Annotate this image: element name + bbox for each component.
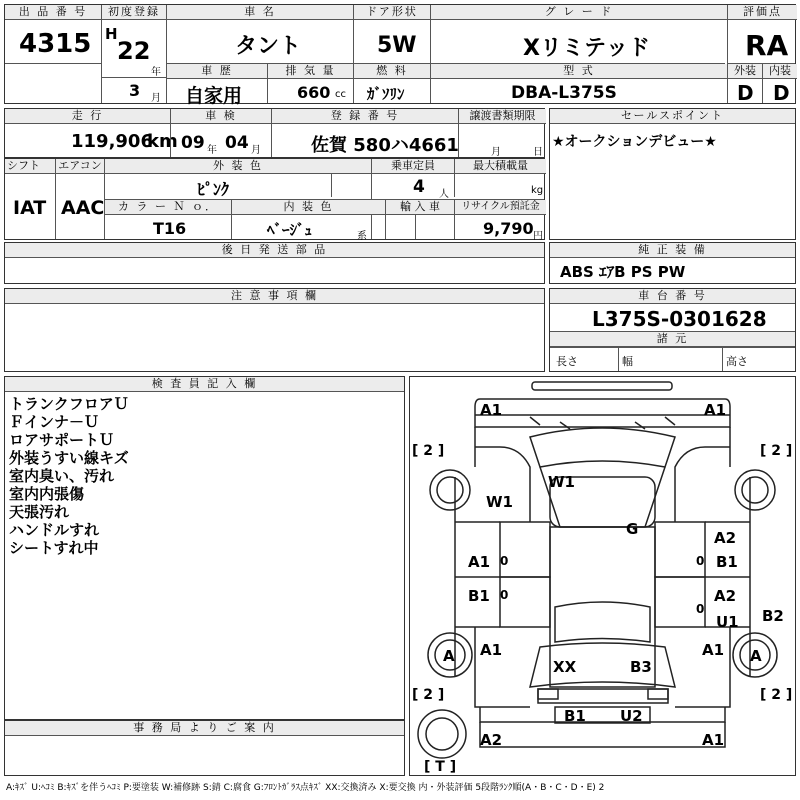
color-no: T16 [153, 219, 187, 238]
mileage-label: 走 行 [5, 109, 170, 124]
mark-left-rear-quarter: A1 [480, 641, 503, 659]
displacement: 660 [297, 83, 331, 102]
mark-rl-bottom: A2 [480, 731, 503, 749]
note-item: シートすれ中 [9, 539, 99, 557]
interior-color-label: 内 装 色 [232, 200, 385, 215]
height-label: 高さ [726, 355, 748, 368]
exterior-label: 外装 [728, 64, 762, 79]
exterior-score: D [737, 81, 754, 105]
inspection-year-unit: 年 [207, 145, 217, 156]
model-label: 型 式 [431, 64, 727, 79]
note-item: 室内臭い、汚れ [9, 467, 115, 485]
score-label: 評価点 [728, 5, 797, 20]
mileage-row [4, 108, 545, 158]
mark-rr-bottom: A1 [702, 731, 725, 749]
color-no-label: カ ラ ー Ｎ ｏ． [105, 200, 231, 215]
grade: Xリミテッド [523, 36, 650, 61]
inspection-label: 車 検 [171, 109, 271, 124]
mark-left-front-door-zero: 0 [500, 554, 509, 568]
transfer-day-unit: 日 [533, 147, 543, 158]
sales-point-label: セールスポイント [550, 109, 795, 124]
load-unit: kg [531, 185, 544, 196]
sales-point: ★オークションデビュー★ [552, 134, 717, 150]
first-reg-label: 初度登録 [102, 5, 166, 20]
capacity-unit: 人 [439, 189, 449, 200]
color: ﾋﾟﾝｸ [197, 180, 230, 199]
rear-roof-outline [555, 602, 650, 642]
mark-right-rear-door-u: U1 [716, 613, 739, 631]
inspection-year: 09 [181, 133, 205, 153]
history-label: 車 歴 [167, 64, 267, 79]
caution-label: 注 意 事 項 欄 [5, 289, 544, 304]
chassis-box [549, 288, 796, 372]
mark-right-fender: B2 [762, 607, 784, 625]
inspector-box [4, 376, 405, 720]
mark-fr-top: A1 [704, 401, 727, 419]
inspector-label: 検 査 員 記 入 欄 [5, 377, 404, 392]
mark-right-rear-door-a: A2 [714, 587, 737, 605]
inspector-notes [9, 395, 129, 557]
note-item: 外装うすい線キズ [9, 449, 129, 467]
interior-label: 内装 [763, 64, 797, 79]
mark-fl-top: A1 [480, 401, 503, 419]
note-item: Ｆインナ－Ｕ [9, 413, 100, 431]
plate-label: 登 録 番 号 [272, 109, 458, 124]
reg-month: 3 [129, 81, 141, 100]
header-section [4, 4, 796, 107]
interior-score: D [773, 81, 790, 105]
front-outline [475, 399, 730, 427]
spec-row [4, 158, 545, 240]
mileage-unit: km [147, 131, 178, 152]
mark-right-front-door-zero: 0 [696, 554, 705, 568]
load-label: 最大積載量 [455, 159, 546, 174]
mark-right-rear-door-zero: 0 [696, 602, 705, 616]
mark-right-front-door-b: B1 [716, 553, 738, 571]
right-front-door-outline [655, 522, 705, 577]
damage-diagram [409, 376, 796, 776]
equipment: ABS ｴｱB PS PW [560, 263, 686, 281]
score: RA [745, 29, 789, 62]
front-bumper-outline [532, 382, 672, 390]
note-item: 室内内張傷 [9, 485, 85, 503]
length-label: 長さ [556, 355, 578, 368]
aircon-label: エアコン [56, 159, 104, 174]
mark-right-tire-front: [ 2 ] [760, 443, 793, 459]
mark-rear-bumper-b1: B1 [564, 707, 586, 725]
legend: A:ｷｽﾞ U:ﾍｺﾐ B:ｷｽﾞを伴うﾍｺﾐ P:要塗装 W:補修跡 S:錆 C:腐食 G:ﾌﾛﾝﾄｶﾞﾗｽ点ｷｽﾞ XX:交換済み X:要交換 内・外装評価 5段階ﾗﾝｸ順(A・B・C・D・E) 2 [6, 783, 605, 793]
mark-right-rear-quarter: A1 [702, 641, 725, 659]
plate-number: 佐賀 580ハ4661 [311, 135, 459, 156]
era-letter: H [105, 25, 118, 43]
mark-hood-g: G [626, 520, 639, 538]
capacity-label: 乗車定員 [372, 159, 454, 174]
spare-tire [418, 710, 466, 758]
fuel-label: 燃 料 [354, 64, 430, 79]
office-box [4, 720, 405, 776]
note-item: ロアサポートＵ [9, 431, 115, 449]
mark-right-tire-rear: [ 2 ] [760, 687, 793, 703]
lot-no-label: 出 品 番 号 [5, 5, 101, 20]
reg-year: 22 [117, 37, 151, 65]
shift: IAT [13, 197, 47, 219]
office-label: 事 務 局 よ り ご 案 内 [5, 721, 404, 736]
later-parts-label: 後 日 発 送 部 品 [5, 243, 544, 258]
rear-bottom-outline [480, 722, 725, 747]
aircon: AAC [61, 197, 105, 219]
mark-rear-window: XX [553, 658, 577, 676]
month-unit: 月 [151, 93, 161, 104]
car-diagram-svg [410, 377, 795, 775]
mileage: 119,906 [71, 131, 153, 152]
note-item: トランクフロアＵ [9, 395, 129, 413]
mark-spare: [ T ] [424, 759, 457, 775]
grade-label: グ レ ー ド [431, 5, 727, 20]
mark-right-front-door-a: A2 [714, 529, 737, 547]
car-name-label: 車 名 [167, 5, 353, 20]
transfer-label: 譲渡書類期限 [459, 109, 546, 124]
mark-roof-w1: W1 [486, 493, 513, 511]
left-front-door-outline [500, 522, 550, 577]
interior-color: ﾍﾞｰｼﾞｭ [267, 221, 313, 239]
equipment-box [549, 242, 796, 284]
left-front-tire [430, 470, 470, 510]
recycle-label: リサイクル預託金 [455, 200, 546, 215]
caution-box [4, 288, 545, 372]
specs-label: 諸 元 [550, 331, 795, 347]
door-label: ドア形状 [354, 5, 430, 20]
import-label: 輸 入 車 [386, 200, 454, 215]
recycle-fee: 9,790 [483, 219, 534, 238]
capacity: 4 [413, 177, 425, 197]
sales-point-box [549, 108, 796, 240]
mark-rear-bumper-u2: U2 [620, 707, 643, 725]
model: DBA-L375S [511, 83, 617, 103]
year-unit: 年 [151, 67, 161, 78]
mark-left-tire-front: [ 2 ] [412, 443, 445, 459]
mark-windshield: W1 [548, 473, 575, 491]
mark-rear-window-b3: B3 [630, 658, 652, 676]
interior-color-unit: 系 [357, 231, 367, 242]
windshield-outline [530, 428, 675, 467]
displacement-unit: cc [335, 89, 346, 100]
right-front-tire [735, 470, 775, 510]
later-parts-box [4, 242, 545, 284]
transfer-month-unit: 月 [491, 147, 501, 158]
rear-window-outline [530, 643, 675, 687]
chassis-number: L375S-0301628 [592, 307, 767, 331]
mark-left-wheel: A [443, 647, 455, 665]
lot-no: 4315 [19, 29, 92, 59]
mark-left-rear-door-zero: 0 [500, 588, 509, 602]
fuel: ｶﾞｿﾘﾝ [367, 85, 405, 103]
recycle-unit: 円 [533, 231, 543, 242]
left-rear-door-outline [500, 577, 550, 627]
mark-left-rear-door: B1 [468, 587, 490, 605]
displacement-label: 排 気 量 [268, 64, 353, 79]
mark-right-wheel: A [750, 647, 762, 665]
inspection-month: 04 [225, 133, 249, 153]
shift-label: シフト [5, 159, 55, 174]
chassis-label: 車 台 番 号 [550, 289, 795, 304]
mark-left-front-door: A1 [468, 553, 491, 571]
door-type: 5W [377, 33, 417, 58]
car-name: タント [235, 34, 302, 59]
mark-left-tire-rear: [ 2 ] [412, 687, 445, 703]
width-label: 幅 [622, 355, 633, 368]
note-item: 天張汚れ [9, 503, 70, 521]
note-item: ハンドルすれ [9, 521, 100, 539]
equipment-label: 純 正 装 備 [550, 243, 795, 258]
color-label: 外 装 色 [105, 159, 371, 174]
inspection-month-unit: 月 [251, 145, 261, 156]
history: 自家用 [185, 85, 243, 107]
